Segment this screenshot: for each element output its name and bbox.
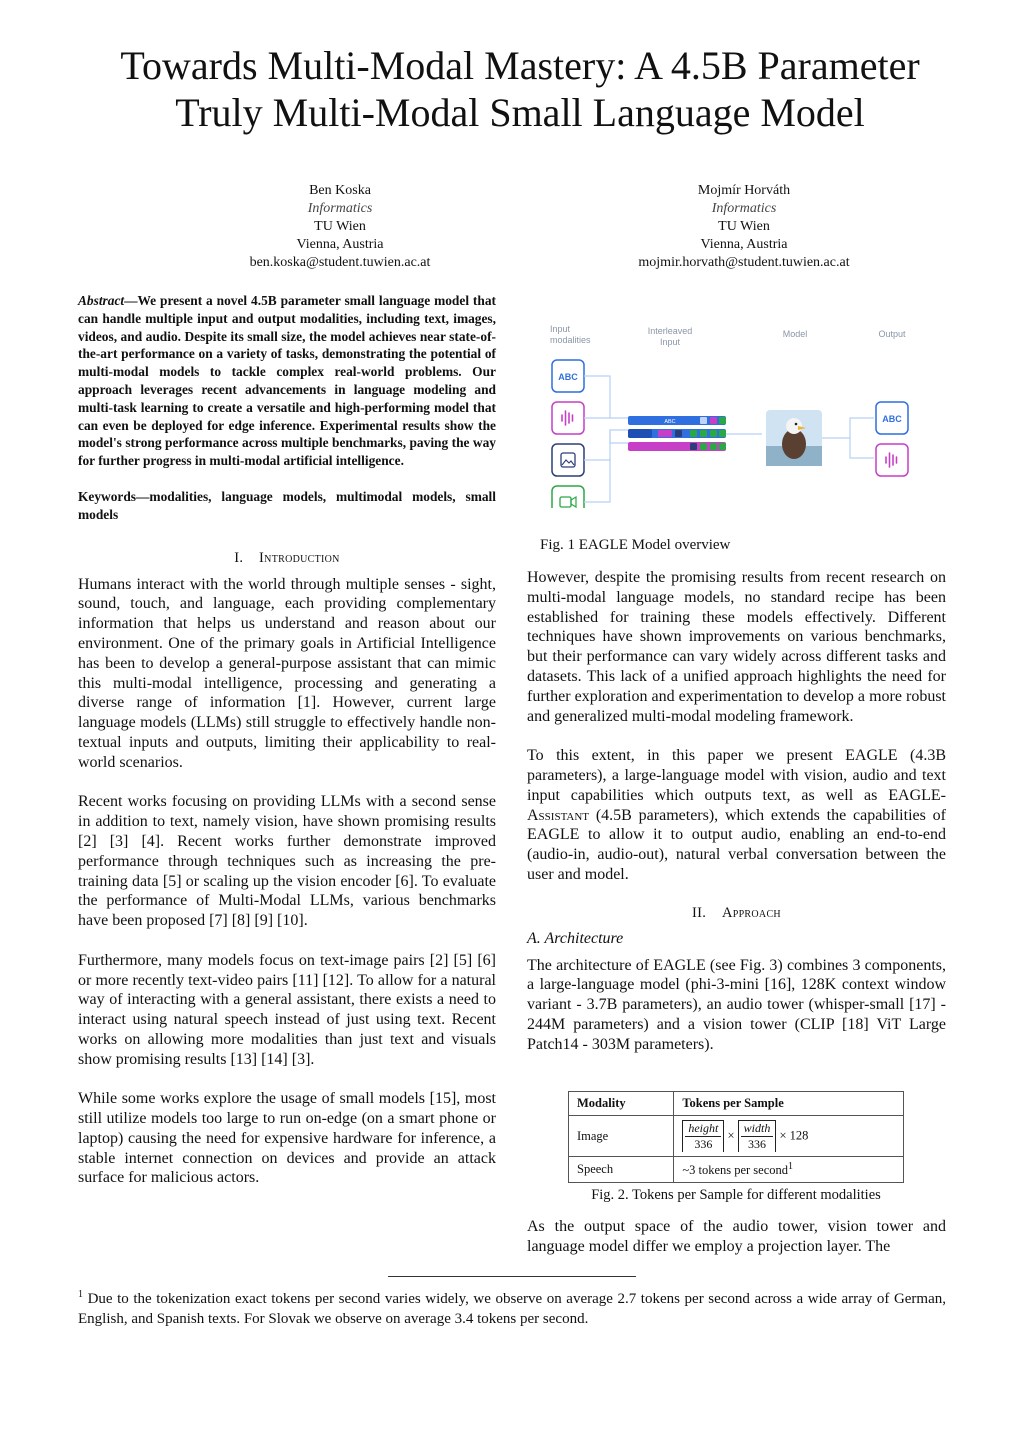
intro-paragraph-3: Furthermore, many models focus on text-image pairs [2] [5] [6] or more recently text-video pairs [11] [12]. To allow for a natural way of interacting with a general assistant, there exists a need to interact using natural speech instead of just using text. Recent works on allowing more modalities than just text and visuals show promising results [13] [14] [3]. [78, 951, 496, 1068]
intro-paragraph-4: While some works explore the usage of small models [15], most still utilize models too large to run on-edge (on a smart phone or laptop) causing the need for expensive hardware for inference, a stable internet connection on devices and provide an attack surface for malicious actors. [78, 1090, 496, 1187]
frac-den: 336 [747, 1137, 766, 1151]
output-audio-box [876, 444, 908, 476]
left-column [78, 292, 496, 1208]
header-tokens: Tokens per Sample [674, 1092, 904, 1116]
abc-icon: ABC [882, 414, 902, 424]
intro-paragraph-2: Recent works focusing on providing LLMs with a second sense in addition to text, namely vision, have shown promising results [2] [3] [4]. Recent works further demonstrate improved performance through techniques such as increasing the pre-training data [5] or scaling up the vision encoder [6]. To evaluate the performance of Multi-Modal LLMs, various benchmarks have been proposed [7] [8] [9] [10]. [78, 793, 496, 930]
abstract-body: —We present a novel 4.5B parameter small language model that can handle multiple input and output modalities, including text, images, videos, and audio. Despite its small size, the model achieves near state-of-the-art performance on a variety of tasks, demonstrating the potential of multi-modal models to tackle complex real-world problems. Our approach leverages recent advancements in language modeling and multi-task learning to create a versatile and high-performing model that can even be deployed for edge inference. Experimental results show the model's strong performance across multiple benchmarks, paving the way for further progress in multi-modal artificial intelligence. [78, 293, 496, 469]
projection-paragraph: As the output space of the audio tower, vision tower and language model differ we employ a projection layer. The [527, 1218, 946, 1255]
section-heading-introduction [78, 550, 496, 567]
input-video-box [552, 486, 584, 508]
right-paragraph-2 [527, 746, 946, 885]
paragraph-part-a: To this extent, in this paper we present EAGLE (4.3B parameters), a large-language model with vision, audio and text input capabilities which outputs text, as well as EAGLE- [527, 747, 946, 804]
tokens-table-block [568, 1091, 904, 1204]
footnote-text: Due to the tokenization exact tokens per second varies widely, we observe on average 2.7 tokens per second across a wide array of German, English, and Spanish texts. For Slovak we observe on average 3.4 tokens per second. [78, 1291, 946, 1327]
author-name: Ben Koska [309, 183, 371, 198]
speech-tokens: ~3 tokens per second [682, 1163, 789, 1178]
tokens-table [568, 1091, 904, 1183]
author-name: Mojmír Horváth [697, 183, 791, 198]
keywords: Keywords—modalities, language models, multimodal models, small models [78, 488, 496, 522]
footnote-divider [388, 1276, 636, 1277]
frac-den: 336 [694, 1137, 713, 1151]
table-row [569, 1157, 904, 1183]
output-connectors [822, 418, 874, 458]
table-caption: Fig. 2. Tokens per Sample for different modalities [591, 1187, 881, 1204]
label-model: Model [782, 329, 808, 339]
section-number: I. [234, 549, 244, 566]
interleaved-row-1 [628, 416, 726, 425]
eagle-model-image [766, 410, 822, 466]
architecture-paragraph: The architecture of EAGLE (see Fig. 3) combines 3 components, a large-language model (phi-3-mini [16], 128K context window variant - 3.7B parameters), an audio tower (whisper-small [17] - 244M parameters) and a vision tower (CLIP [18] ViT Large Patch14 - 303M parameters). [527, 956, 946, 1053]
author-affiliation: Informatics [307, 201, 373, 216]
input-text-box [552, 360, 584, 392]
times-128: × 128 [779, 1128, 809, 1143]
label-input-modalities-l1: Input [550, 324, 571, 334]
label-interleaved-l2: Input [659, 337, 681, 347]
author-block-2 [594, 182, 894, 272]
times-symbol: × [727, 1128, 735, 1143]
section-number: II. [692, 904, 707, 921]
cell-tokens-formula [674, 1116, 904, 1157]
input-audio-box [552, 402, 584, 434]
input-image-box [552, 444, 584, 476]
author-location: Vienna, Austria [700, 237, 788, 252]
table-row [569, 1116, 904, 1157]
label-input-modalities-l2: modalities [550, 335, 591, 345]
interleaved-row-3 [628, 442, 726, 451]
intro-paragraph-1: Humans interact with the world through multiple senses - sight, sound, touch, and language, each providing complementary information that helps us understand and reason about our environment. One of the primary goals in Artificial Intelligence has been to develop a general-purpose assistant that can mimic this multi-modal intelligence, processing and generating a diverse range of information [1]. However, current large language models (LLMs) still struggle to effectively handle non-textual inputs and outputs, limiting their applicability to real-world scenarios. [78, 575, 496, 771]
paragraph-part-b: (4.5B parameters), which extends the capabilities of EAGLE to allow it to output audio, enabling an end-to-end (audio-in, audio-out), natural verbal conversation between the user and model. [527, 806, 946, 883]
assistant-smallcaps: Assistant [527, 806, 590, 824]
section-heading-approach [527, 905, 946, 922]
label-output: Output [878, 329, 906, 339]
figure-1-caption: Fig. 1 EAGLE Model overview [540, 537, 731, 553]
frac-height: height [685, 1121, 721, 1137]
header-modality: Modality [569, 1092, 674, 1116]
footnote [78, 1285, 946, 1329]
cell-tokens [674, 1157, 904, 1183]
author-location: Vienna, Austria [296, 237, 384, 252]
author-email: ben.koska@student.tuwien.ac.at [249, 255, 431, 270]
label-interleaved-l1: Interleaved [647, 326, 693, 336]
paper-title [60, 42, 980, 136]
frac-width: width [741, 1121, 774, 1137]
abstract [78, 292, 496, 470]
footnote-ref: 1 [788, 1161, 794, 1172]
table-header-row [569, 1092, 904, 1116]
output-text-box [876, 402, 908, 434]
abc-icon: ABC [558, 372, 578, 382]
abc-token: ABC [664, 419, 676, 425]
author-institution: TU Wien [314, 219, 366, 234]
right-column [527, 568, 946, 1074]
author-institution: TU Wien [718, 219, 770, 234]
section-title: Introduction [259, 549, 340, 566]
subsection-architecture: A. Architecture [527, 929, 624, 947]
footnote-mark: 1 [78, 1289, 83, 1300]
title-line-1: Towards Multi-Modal Mastery: A 4.5B Parameter [120, 43, 920, 88]
cell-modality: Speech [569, 1157, 674, 1183]
interleaved-row-2 [628, 429, 726, 438]
right-paragraph-1: However, despite the promising results from recent research on multi-modal language models, no standard recipe has been established for training these models effectively. Different techniques have shown improvements on various benchmarks, but their performance can vary widely across different tasks and datasets. This lack of a unified approach highlights the need for further exploration and experimentation to develop a more robust and generalized multi-modal modeling framework. [527, 569, 946, 725]
author-email: mojmir.horvath@student.tuwien.ac.at [638, 255, 850, 270]
input-connectors [584, 376, 628, 502]
figure-eagle-overview [540, 318, 940, 508]
after-table-text [527, 1217, 946, 1276]
cell-modality: Image [569, 1116, 674, 1157]
author-affiliation: Informatics [711, 201, 777, 216]
author-block-1 [190, 182, 490, 272]
section-title: Approach [721, 904, 781, 921]
title-line-2: Truly Multi-Modal Small Language Model [175, 90, 865, 135]
abstract-lead: Abstract [78, 293, 125, 308]
